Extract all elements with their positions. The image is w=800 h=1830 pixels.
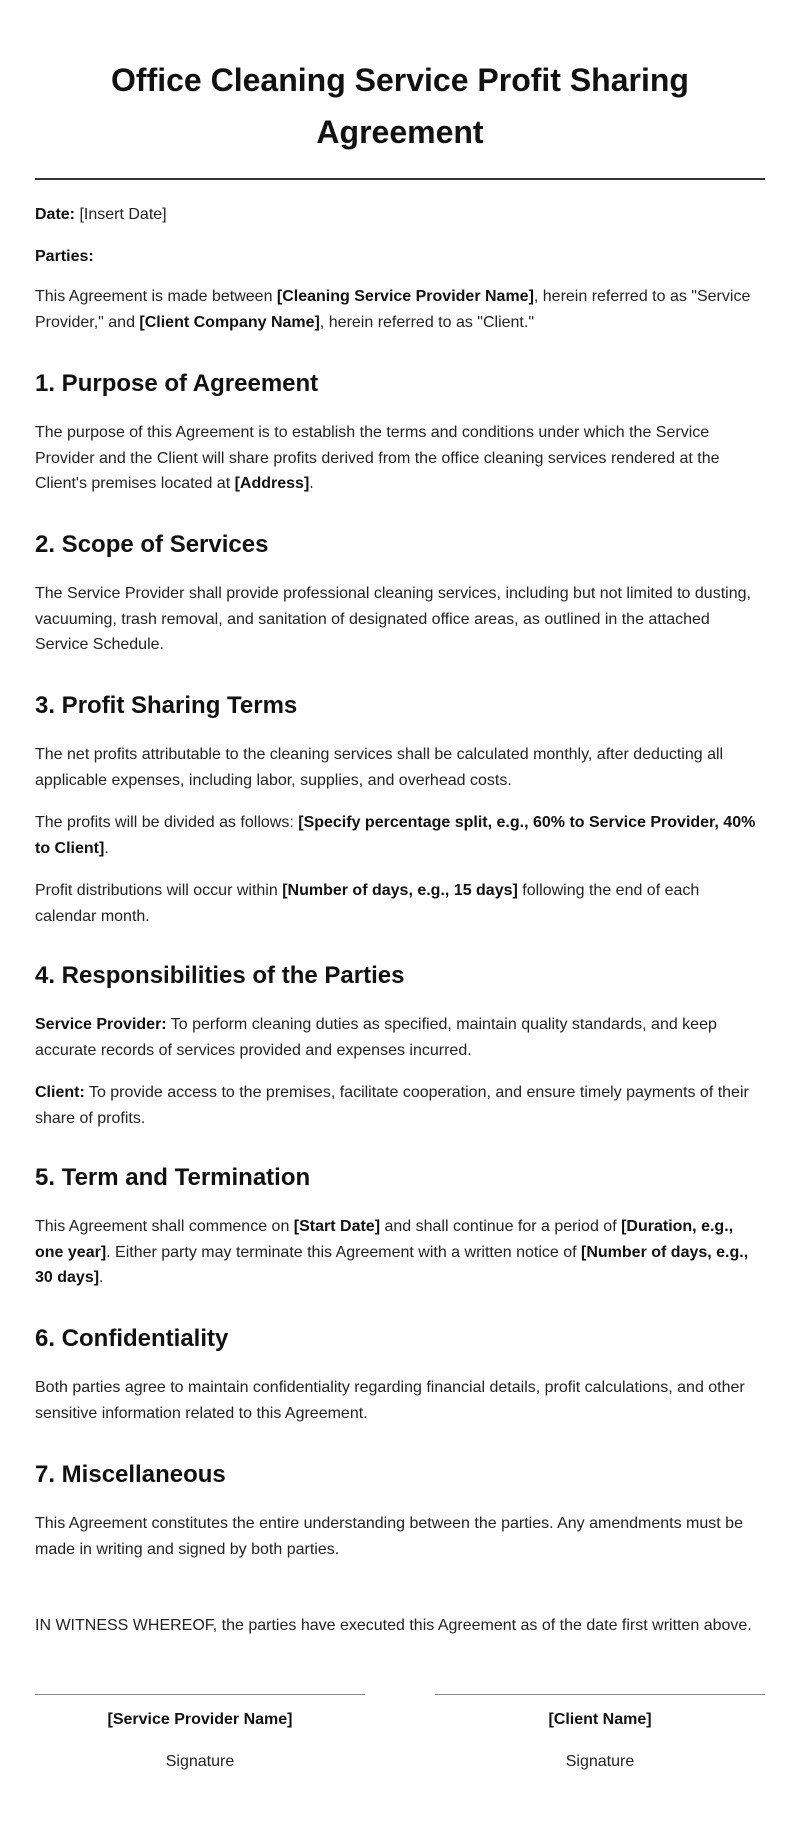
parties-label: Parties: bbox=[35, 248, 94, 265]
term-text-1: This Agreement shall commence on bbox=[35, 1218, 294, 1235]
client-signature-line bbox=[435, 1694, 765, 1695]
section-3-paragraph-3 bbox=[35, 878, 765, 929]
provider-signature-line bbox=[35, 1694, 365, 1695]
document-title: Office Cleaning Service Profit Sharing Agreement bbox=[111, 62, 689, 150]
section-1-text: The purpose of this Agreement is to establish the terms and conditions under which the Service Provider and the Client will share profits derived from the office cleaning services rendered at the Client's premises located at bbox=[35, 424, 720, 492]
provider-signature-caption: Signature bbox=[165, 1753, 235, 1770]
profit-split-period: . bbox=[104, 839, 109, 857]
section-1-heading: 1. Purpose of Agreement bbox=[35, 370, 319, 397]
profit-split-text: The profits will be divided as follows: bbox=[35, 814, 299, 831]
section-3-heading: 3. Profit Sharing Terms bbox=[35, 692, 298, 719]
parties-text-2: , herein referred to as "Service Provider," and bbox=[35, 288, 751, 331]
section-2-heading: 2. Scope of Services bbox=[35, 531, 269, 558]
section-3-paragraph-1: The net profits attributable to the cleaning services shall be calculated monthly, after deducting all applicable expenses, including labor, supplies, and overhead costs. bbox=[35, 746, 724, 789]
date-value: [Insert Date] bbox=[75, 206, 167, 223]
date-label: Date: bbox=[35, 206, 76, 223]
term-period: . bbox=[99, 1269, 104, 1286]
witness-statement: IN WITNESS WHEREOF, the parties have executed this Agreement as of the date first written above. bbox=[35, 1617, 752, 1634]
date-line bbox=[35, 202, 765, 228]
address-placeholder: [Address] bbox=[234, 475, 310, 492]
section-6-paragraph: Both parties agree to maintain confidentiality regarding financial details, profit calculations, and other sensitive information related to this Agreement. bbox=[35, 1379, 745, 1422]
title-divider bbox=[35, 178, 765, 180]
parties-text-3: , herein referred to as "Client." bbox=[319, 313, 534, 331]
notice-days-placeholder: [Number of days, e.g., 30 days] bbox=[35, 1243, 749, 1286]
section-5-heading: 5. Term and Termination bbox=[35, 1164, 311, 1191]
section-5-paragraph bbox=[35, 1214, 765, 1291]
parties-text-1: This Agreement is made between bbox=[35, 288, 277, 305]
distribution-text-1: Profit distributions will occur within bbox=[35, 882, 283, 899]
term-text-2: and shall continue for a period of bbox=[380, 1218, 622, 1235]
section-6-heading: 6. Confidentiality bbox=[35, 1325, 229, 1352]
section-1-paragraph bbox=[35, 420, 765, 497]
client-signature-caption: Signature bbox=[565, 1753, 635, 1770]
section-4-paragraph-1 bbox=[35, 1012, 765, 1063]
parties-paragraph bbox=[35, 284, 765, 335]
client-signature-name: [Client Name] bbox=[548, 1711, 652, 1728]
distribution-text-2: following the end of each calendar month. bbox=[35, 882, 700, 925]
section-1-period: . bbox=[309, 475, 314, 492]
client-placeholder: [Client Company Name] bbox=[139, 313, 320, 331]
provider-placeholder: [Cleaning Service Provider Name] bbox=[276, 288, 534, 305]
duration-placeholder: [Duration, e.g., one year] bbox=[35, 1218, 734, 1261]
section-2-paragraph: The Service Provider shall provide professional cleaning services, including but not limited to dusting, vacuuming, trash removal, and sanitation of designated office areas, as outlined in the attached Service Schedule. bbox=[35, 585, 751, 653]
provider-signature-name: [Service Provider Name] bbox=[107, 1711, 293, 1728]
section-7-paragraph: This Agreement constitutes the entire understanding between the parties. Any amendments must be made in writing and signed by both parties. bbox=[35, 1515, 743, 1558]
client-duties: To provide access to the premises, facilitate cooperation, and ensure timely payments of their share of profits. bbox=[35, 1084, 749, 1127]
section-4-paragraph-2 bbox=[35, 1080, 765, 1131]
service-provider-duties: To perform cleaning duties as specified, maintain quality standards, and keep accurate records of services provided and expenses incurred. bbox=[35, 1016, 717, 1059]
service-provider-label: Service Provider: bbox=[35, 1016, 167, 1033]
distribution-days-placeholder: [Number of days, e.g., 15 days] bbox=[282, 882, 518, 899]
client-label: Client: bbox=[35, 1084, 85, 1101]
start-date-placeholder: [Start Date] bbox=[293, 1218, 381, 1235]
parties-heading bbox=[35, 244, 765, 270]
section-4-heading: 4. Responsibilities of the Parties bbox=[35, 962, 405, 989]
section-7-heading: 7. Miscellaneous bbox=[35, 1461, 226, 1488]
term-text-3: . Either party may terminate this Agreement with a written notice of bbox=[106, 1243, 582, 1261]
profit-split-placeholder: [Specify percentage split, e.g., 60% to Service Provider, 40% to Client] bbox=[35, 814, 756, 857]
section-3-paragraph-2 bbox=[35, 810, 765, 861]
